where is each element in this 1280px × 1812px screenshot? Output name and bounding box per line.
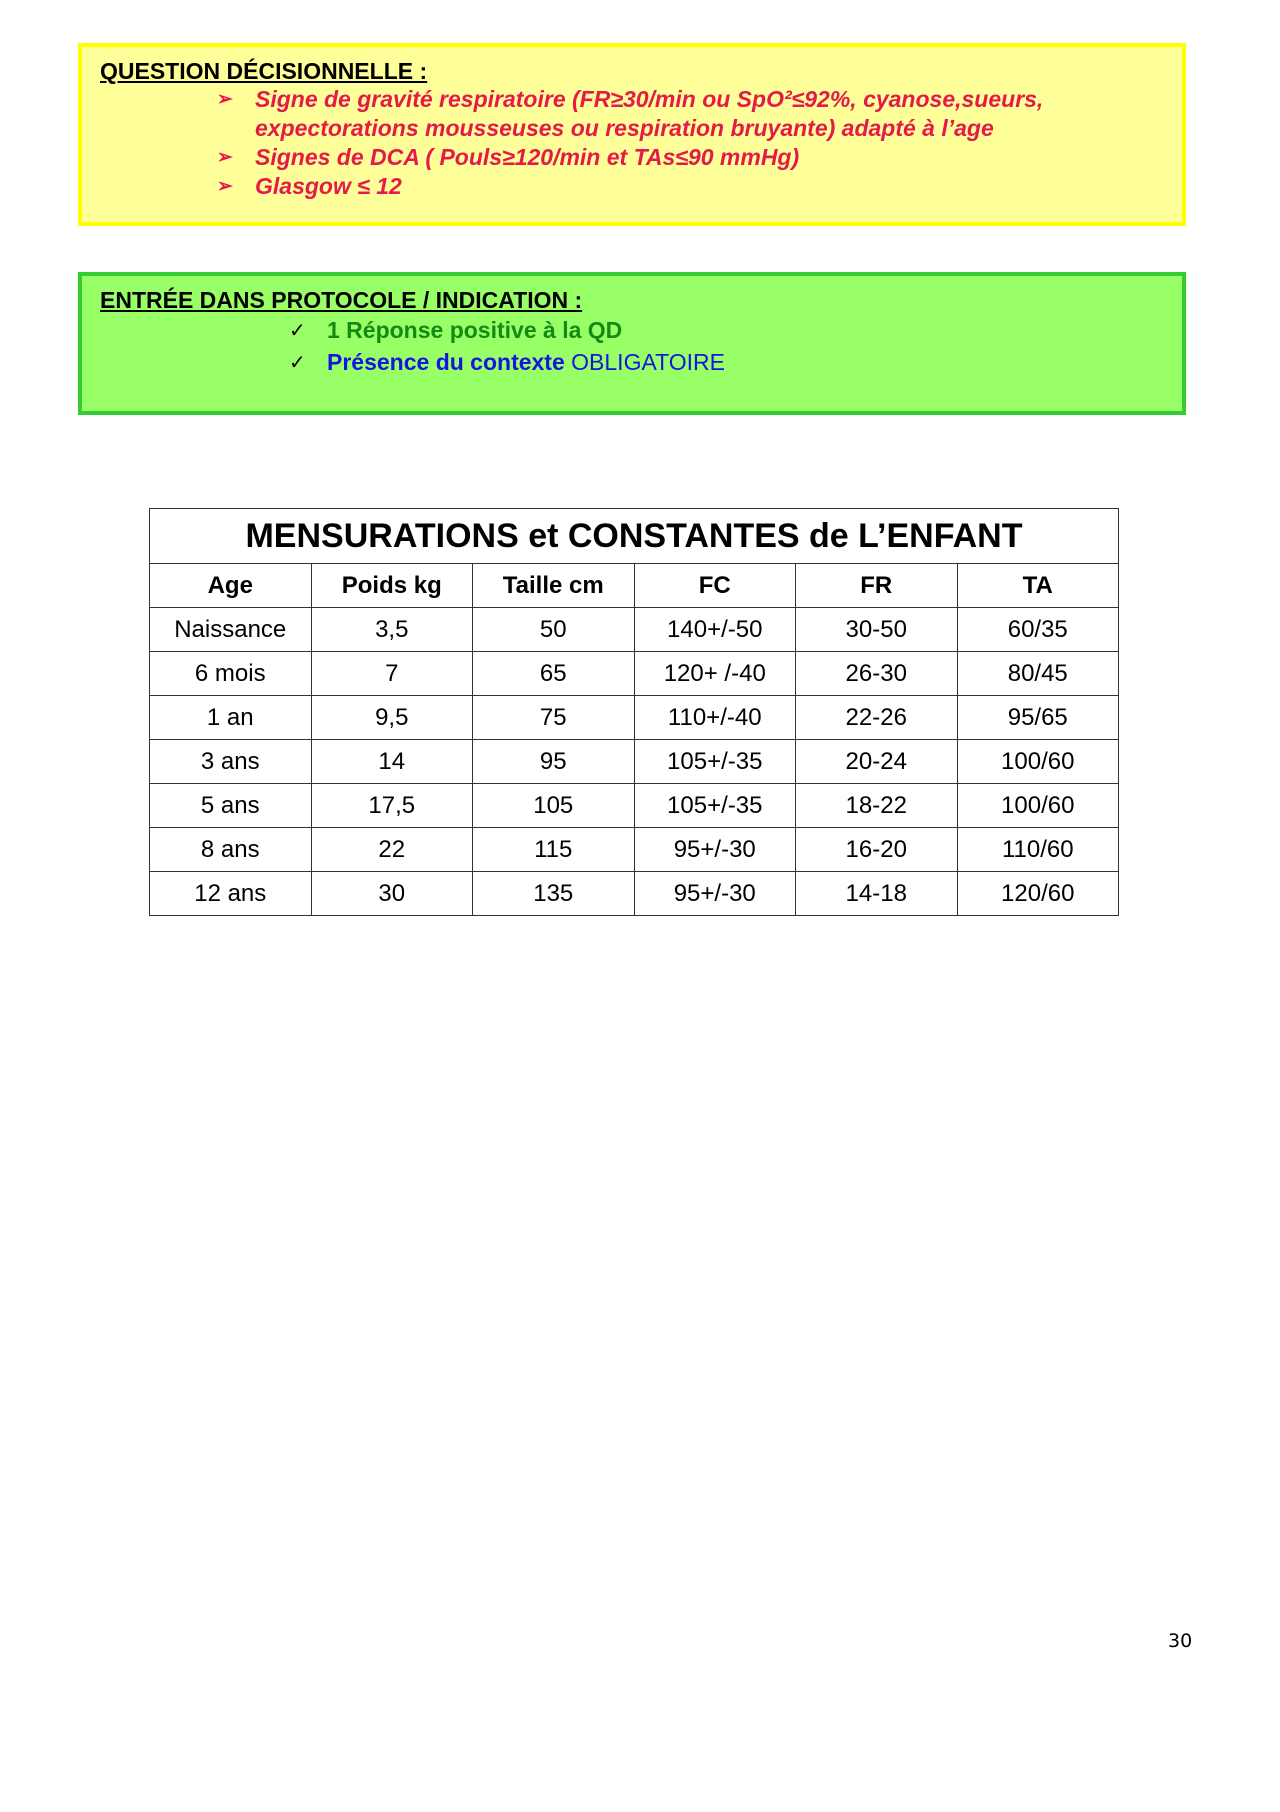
criterion-text: Signe de gravité respiratoire (FR≥30/min ou SpO²≤92%, cyanose,sueurs, expectorations mousseuses ou respiration bruyante) adapté à l’age	[255, 86, 1044, 141]
column-header: FR	[796, 564, 958, 608]
table-cell: 26-30	[796, 652, 958, 696]
table-title: MENSURATIONS et CONSTANTES de L’ENFANT	[150, 509, 1119, 564]
measurements-table-container	[149, 508, 1119, 916]
context-text: Présence du contexte	[327, 349, 572, 375]
table-cell: 65	[473, 652, 635, 696]
table-cell: 18-22	[796, 784, 958, 828]
table-row	[150, 652, 1119, 696]
column-header: Poids kg	[311, 564, 473, 608]
table-cell: 100/60	[957, 740, 1119, 784]
table-cell: 12 ans	[150, 872, 312, 916]
positive-response-text: 1 Réponse positive à la QD	[327, 317, 623, 343]
table-cell: 14	[311, 740, 473, 784]
table-cell: 95/65	[957, 696, 1119, 740]
column-header: Age	[150, 564, 312, 608]
protocol-entry-box	[78, 272, 1186, 415]
table-header-row	[150, 564, 1119, 608]
table-cell: 120/60	[957, 872, 1119, 916]
table-cell: 80/45	[957, 652, 1119, 696]
table-cell: 6 mois	[150, 652, 312, 696]
decision-question-list	[217, 85, 1177, 201]
table-cell: 140+/-50	[634, 608, 796, 652]
table-cell: 50	[473, 608, 635, 652]
column-header: Taille cm	[473, 564, 635, 608]
table-row	[150, 784, 1119, 828]
arrow-bullet-icon: ➢	[217, 89, 233, 110]
page-number: 30	[1168, 1630, 1193, 1652]
table-row	[150, 828, 1119, 872]
list-item	[217, 85, 1177, 143]
table-cell: 120+ /-40	[634, 652, 796, 696]
table-cell: 60/35	[957, 608, 1119, 652]
list-item	[217, 143, 1177, 172]
column-header: FC	[634, 564, 796, 608]
table-cell: 22	[311, 828, 473, 872]
arrow-bullet-icon: ➢	[217, 176, 233, 197]
table-cell: 14-18	[796, 872, 958, 916]
table-cell: 8 ans	[150, 828, 312, 872]
table-body	[150, 608, 1119, 916]
list-item	[289, 314, 725, 346]
table-row	[150, 608, 1119, 652]
criterion-text: Glasgow ≤ 12	[255, 173, 402, 199]
decision-question-title: QUESTION DÉCISIONNELLE :	[100, 58, 428, 84]
table-cell: 95+/-30	[634, 828, 796, 872]
arrow-bullet-icon: ➢	[217, 147, 233, 168]
protocol-entry-list	[289, 314, 725, 378]
criterion-text: Signes de DCA ( Pouls≥120/min et TAs≤90 mmHg)	[255, 144, 800, 170]
column-header: TA	[957, 564, 1119, 608]
table-row	[150, 740, 1119, 784]
table-row	[150, 696, 1119, 740]
table-cell: 75	[473, 696, 635, 740]
decision-question-box	[78, 43, 1186, 226]
table-cell: 105	[473, 784, 635, 828]
protocol-entry-title: ENTRÉE DANS PROTOCOLE / INDICATION :	[100, 287, 583, 313]
list-item	[289, 346, 725, 378]
check-icon: ✓	[289, 350, 306, 374]
table-cell: 1 an	[150, 696, 312, 740]
table-cell: 30-50	[796, 608, 958, 652]
table-cell: 30	[311, 872, 473, 916]
table-cell: 9,5	[311, 696, 473, 740]
check-icon: ✓	[289, 318, 306, 342]
table-cell: 5 ans	[150, 784, 312, 828]
table-cell: 100/60	[957, 784, 1119, 828]
table-cell: 17,5	[311, 784, 473, 828]
table-row	[150, 872, 1119, 916]
table-cell: 110+/-40	[634, 696, 796, 740]
measurements-table	[149, 508, 1119, 916]
table-cell: 135	[473, 872, 635, 916]
table-cell: Naissance	[150, 608, 312, 652]
table-cell: 105+/-35	[634, 784, 796, 828]
context-required-text: OBLIGATOIRE	[571, 349, 725, 375]
table-cell: 22-26	[796, 696, 958, 740]
table-cell: 110/60	[957, 828, 1119, 872]
table-cell: 115	[473, 828, 635, 872]
list-item	[217, 172, 1177, 201]
table-cell: 3 ans	[150, 740, 312, 784]
table-cell: 16-20	[796, 828, 958, 872]
table-cell: 95+/-30	[634, 872, 796, 916]
table-cell: 7	[311, 652, 473, 696]
table-cell: 20-24	[796, 740, 958, 784]
table-cell: 95	[473, 740, 635, 784]
table-cell: 105+/-35	[634, 740, 796, 784]
table-cell: 3,5	[311, 608, 473, 652]
